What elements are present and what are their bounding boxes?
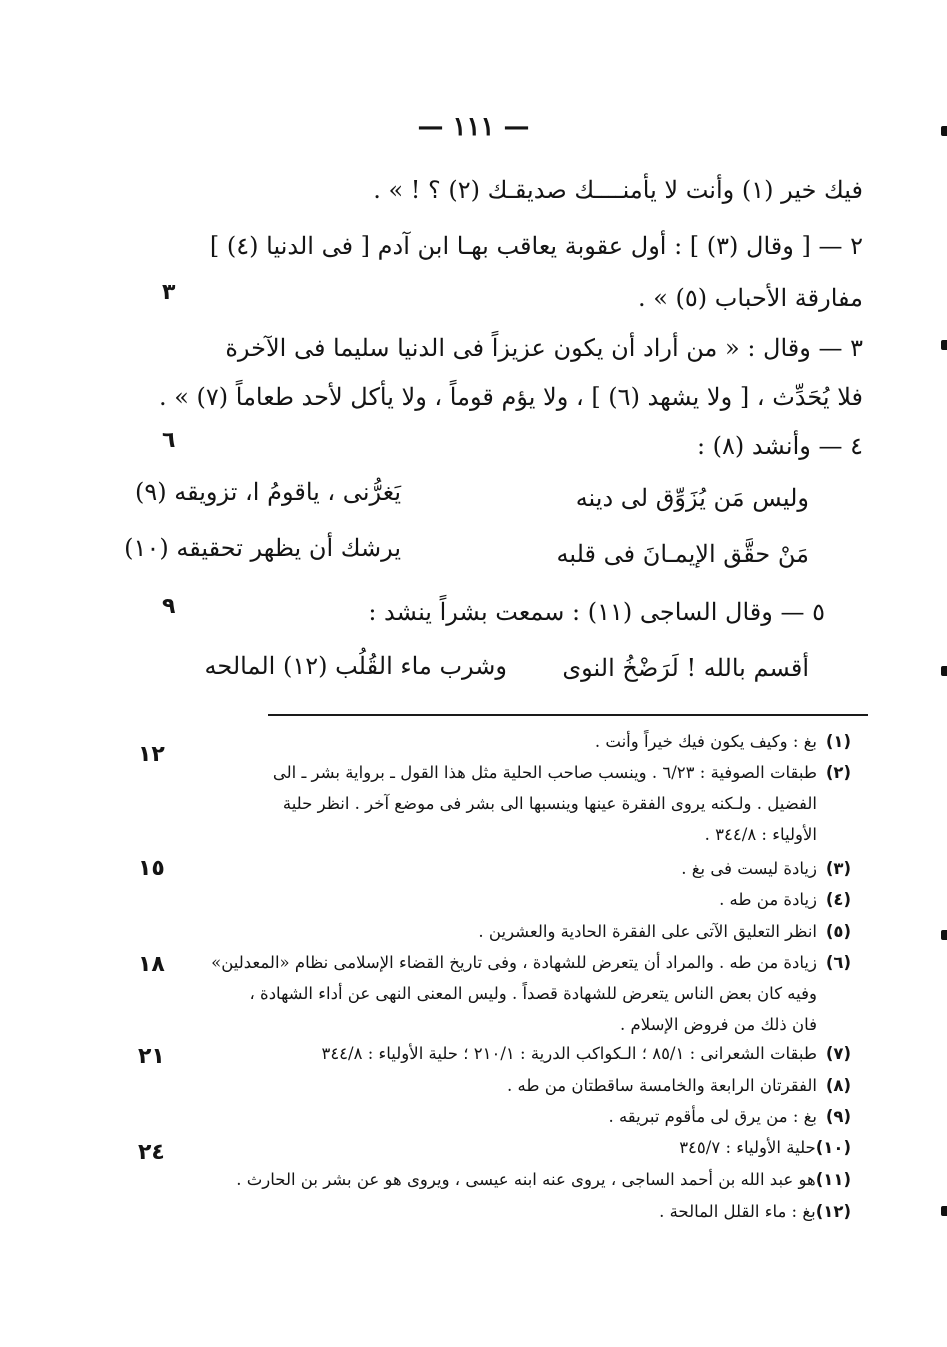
body-line-5: فلا يُحَدِّث ، [ ولا يشهد (٦) ] ، ولا يؤم قوماً ، ولا يأكل لأحد طعاماً (٧) » . [158, 383, 863, 411]
footnote-text: حلية الأولياء : ٣٤٥/٧ [679, 1138, 816, 1157]
footnote-number: (٢) [825, 763, 851, 782]
footnote-text: الفقرتان الرابعة والخامسة ساقطتان من طه . [507, 1076, 817, 1095]
footnote-number: (٣) [825, 859, 851, 878]
verse-1-first-hemistich: وليس مَن يُزَوِّق لى دينه [575, 484, 809, 512]
footnote-number: (٥) [825, 922, 851, 941]
body-line-4: ٣ — وقال : « من أراد أن يكون عزيزاً فى الدنيا سليما فى الآخرة [225, 334, 863, 362]
footnote-text: بغ : ماء القلل المالحة . [659, 1202, 816, 1221]
body-line-1: فيك خير (١) وأنت لا يأمنــــك صديقـك (٢) ؟ ! » . [373, 176, 863, 204]
verse-2-second-hemistich: يرشك أن يظهر تحقيقه (١٠) [124, 534, 401, 562]
footnote [200, 890, 851, 909]
footnote [200, 1076, 851, 1095]
footnote-continuation: الفضيل . ولـكنه يروى الفقرة عينها وينسبها الى بشر فى موضع آخر . انظر حلية [282, 794, 817, 813]
footnote-number: (١١) [815, 1170, 851, 1189]
footnote-text: بغ : وكيف يكون فيك خيراً وأنت . [594, 732, 817, 751]
scan-edge-mark [941, 666, 947, 676]
footnote [200, 1138, 851, 1157]
margin-line-number: ٣ [162, 280, 176, 305]
footnote [200, 732, 851, 751]
footnote-separator [268, 714, 868, 716]
footnote-number: (٧) [825, 1044, 851, 1063]
footnote-number: (١) [825, 732, 851, 751]
body-line-7: ٥ — وقال الساجى (١١) : سمعت بشراً ينشد : [368, 598, 825, 626]
footnote-number: (١٢) [815, 1202, 851, 1221]
scan-edge-mark [941, 930, 947, 940]
footnote-text: زيادة من طه . والمراد أن يتعرض للشهادة ، وفى تاريخ القضاء الإسلامى نظام «المعدلين» [211, 953, 817, 972]
footnote-continuation: فان ذلك من فروض الإسلام . [620, 1015, 817, 1034]
body-line-6: ٤ — وأنشد (٨) : [696, 432, 863, 460]
footnote-text: هو عبد الله بن أحمد الساجى ، يروى عنه ابنه عيسى ، ويروى هو عن بشر بن الحارث . [236, 1170, 816, 1189]
footnote [200, 1202, 851, 1221]
footnote-text: طبقات الصوفية : ٦/٢٣ . وينسب صاحب الحلية مثل هذا القول ـ برواية بشر ـ الى [272, 763, 817, 782]
footnote-continuation: الأولياء : ٣٤٤/٨ . [704, 825, 817, 844]
footnote-continuation: وفيه كان بعض الناس يتعرض للشهادة قصداً . وليس المعنى النهى عن أداء الشهادة ، [249, 984, 817, 1003]
verse-1-second-hemistich: يَغرُّنى ، ياقومُ ا، تزويقه (٩) [134, 478, 401, 506]
margin-line-number: ١٨ [138, 952, 165, 977]
footnote-number: (١٠) [815, 1138, 851, 1157]
scan-edge-mark [941, 340, 947, 350]
footnote [200, 859, 851, 878]
footnote [200, 953, 851, 972]
verse-3-second-hemistich: وشرب ماء القُلُب (١٢) المالحه [204, 652, 507, 680]
footnote-number: (٨) [825, 1076, 851, 1095]
footnote-text: زيادة من طه . [719, 890, 817, 909]
footnote-text: زيادة ليست فى بغ . [681, 859, 817, 878]
footnote-text: طبقات الشعرانى : ٨٥/١ ؛ الـكواكب الدرية : ٢١٠/١ ؛ حلية الأولياء : ٣٤٤/٨ [321, 1044, 817, 1063]
footnote [200, 922, 851, 941]
footnote-text: انظر التعليق الآتى على الفقرة الحادية والعشرين . [478, 922, 817, 941]
footnote-number: (٩) [825, 1107, 851, 1126]
margin-line-number: ٢٤ [138, 1140, 165, 1165]
footnote-number: (٦) [825, 953, 851, 972]
footnote-number: (٤) [825, 890, 851, 909]
body-line-3: مفارقة الأحباب (٥) » . [637, 284, 863, 312]
page-number: — ١١١ — [417, 112, 530, 142]
margin-line-number: ٢١ [138, 1044, 165, 1069]
footnote [200, 1107, 851, 1126]
footnote [200, 763, 851, 782]
scan-edge-mark [941, 1206, 947, 1216]
verse-2-first-hemistich: مَنْ حقَّق الإيمـانَ فى قلبه [556, 540, 809, 568]
body-line-2: ٢ — [ وقال (٣) ] : أول عقوبة يعاقب بهـا ابن آدم [ فى الدنيا (٤) ] [209, 232, 863, 260]
margin-line-number: ٦ [162, 428, 176, 453]
scan-edge-mark [941, 126, 947, 136]
margin-line-number: ١٢ [138, 742, 165, 767]
footnote [200, 1170, 851, 1189]
margin-line-number: ١٥ [138, 856, 165, 881]
footnote [200, 1044, 851, 1063]
margin-line-number: ٩ [162, 594, 176, 619]
footnote-text: بغ : من يرق لى مأقوم تبريقه . [608, 1107, 817, 1126]
verse-3-first-hemistich: أقسم بالله ! لَرَضْخُ النوى [562, 654, 809, 682]
